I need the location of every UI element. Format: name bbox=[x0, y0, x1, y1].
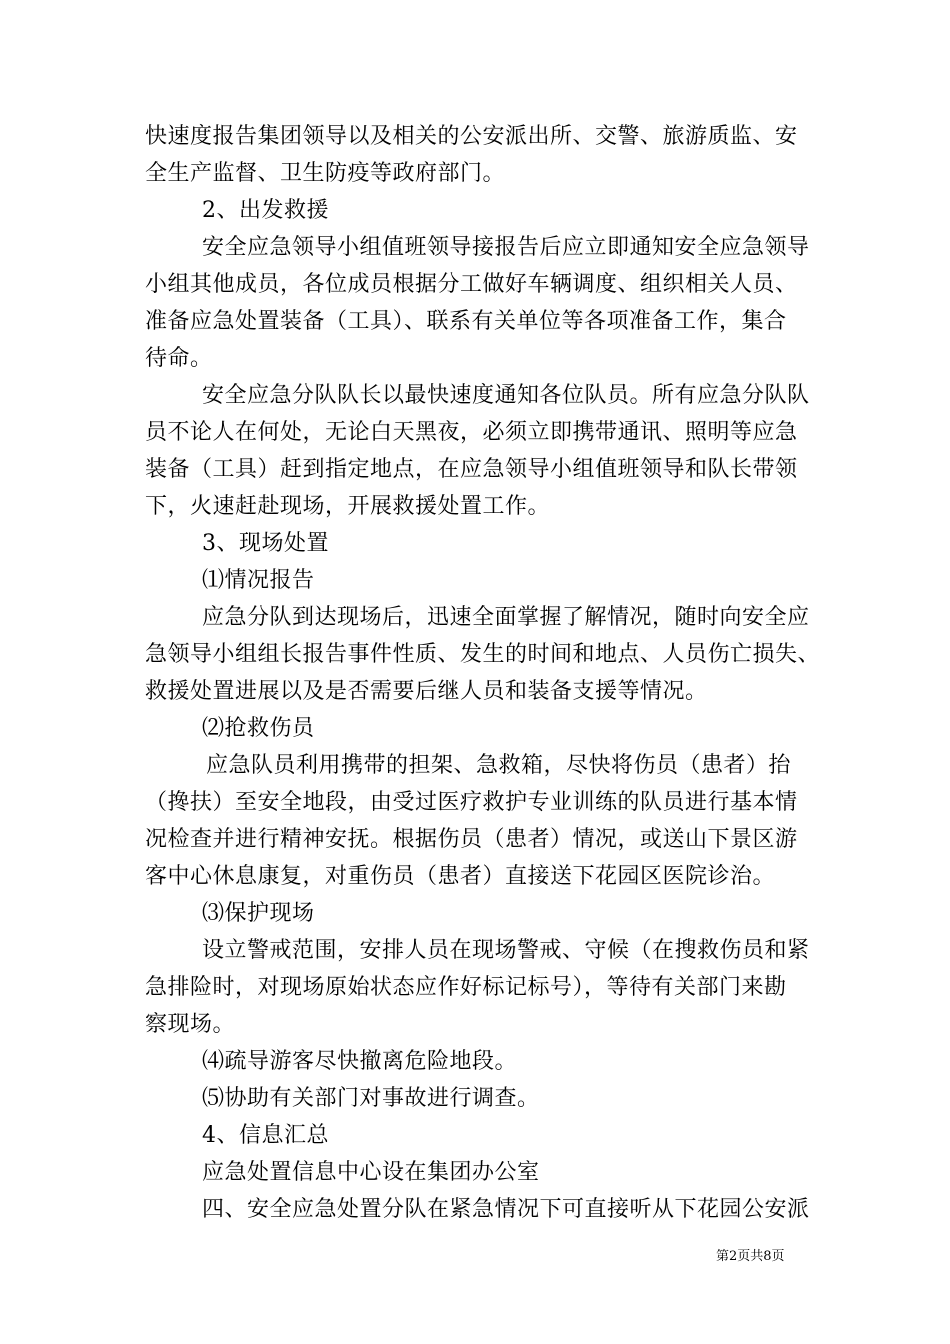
text-line: 安全应急分队队长以最快速度通知各位队员。所有应急分队队 bbox=[202, 383, 810, 408]
page-number: 第2页共8页 bbox=[716, 1249, 785, 1264]
text-line: 小组其他成员，各位成员根据分工做好车辆调度、组织相关人员、 bbox=[145, 272, 798, 297]
text-line: 装备（工具）赶到指定地点，在应急领导小组值班领导和队长带领 bbox=[145, 457, 798, 482]
text-line: 急领导小组组长报告事件性质、发生的时间和地点、人员伤亡损失、 bbox=[145, 642, 821, 667]
text-line: 准备应急处置装备（工具）、联系有关单位等各项准备工作，集合 bbox=[145, 309, 787, 334]
text-line: 待命。 bbox=[145, 346, 213, 371]
text-line: 设立警戒范围，安排人员在现场警戒、守候（在搜救伤员和紧 bbox=[202, 938, 810, 963]
text-line: 急排险时，对现场原始状态应作好标记标号），等待有关部门来勘 bbox=[145, 975, 787, 1000]
text-line: 救援处置进展以及是否需要后继人员和装备支援等情况。 bbox=[145, 679, 708, 704]
text-line: 应急队员利用携带的担架、急救箱，尽快将伤员（患者）抬 bbox=[206, 753, 792, 778]
text-line: 安全应急领导小组值班领导接报告后应立即通知安全应急领导 bbox=[202, 235, 810, 260]
text-line: 应急处置信息中心设在集团办公室 bbox=[202, 1160, 540, 1185]
text-line: 察现场。 bbox=[145, 1012, 236, 1037]
text-line: 应急分队到达现场后，迅速全面掌握了解情况，随时向安全应 bbox=[202, 605, 810, 630]
text-line: 全生产监督、卫生防疫等政府部门。 bbox=[145, 161, 506, 186]
section-heading: 4、信息汇总 bbox=[202, 1123, 329, 1148]
text-line: 下，火速赶赴现场，开展救援处置工作。 bbox=[145, 494, 551, 519]
text-line: 员不论人在何处，无论白天黑夜，必须立即携带通讯、照明等应急 bbox=[145, 420, 798, 445]
text-line: 客中心休息康复，对重伤员（患者）直接送下花园区医院诊治。 bbox=[145, 864, 776, 889]
text-line: 四、安全应急处置分队在紧急情况下可直接听从下花园公安派 bbox=[202, 1197, 810, 1222]
text-line: ⑸协助有关部门对事故进行调查。 bbox=[202, 1086, 540, 1111]
subsection-heading: ⑶保护现场 bbox=[202, 901, 315, 926]
section-heading: 2、出发救援 bbox=[202, 198, 329, 223]
section-heading: 3、现场处置 bbox=[202, 531, 329, 556]
text-line: ⑷疏导游客尽快撤离危险地段。 bbox=[202, 1049, 518, 1074]
subsection-heading: ⑴情况报告 bbox=[202, 568, 315, 593]
text-line: 况检查并进行精神安抚。根据伤员（患者）情况，或送山下景区游 bbox=[145, 827, 798, 852]
subsection-heading: ⑵抢救伤员 bbox=[202, 716, 315, 741]
text-line: （搀扶）至安全地段，由受过医疗救护专业训练的队员进行基本情 bbox=[145, 790, 798, 815]
text-line: 快速度报告集团领导以及相关的公安派出所、交警、旅游质监、安 bbox=[145, 124, 798, 149]
